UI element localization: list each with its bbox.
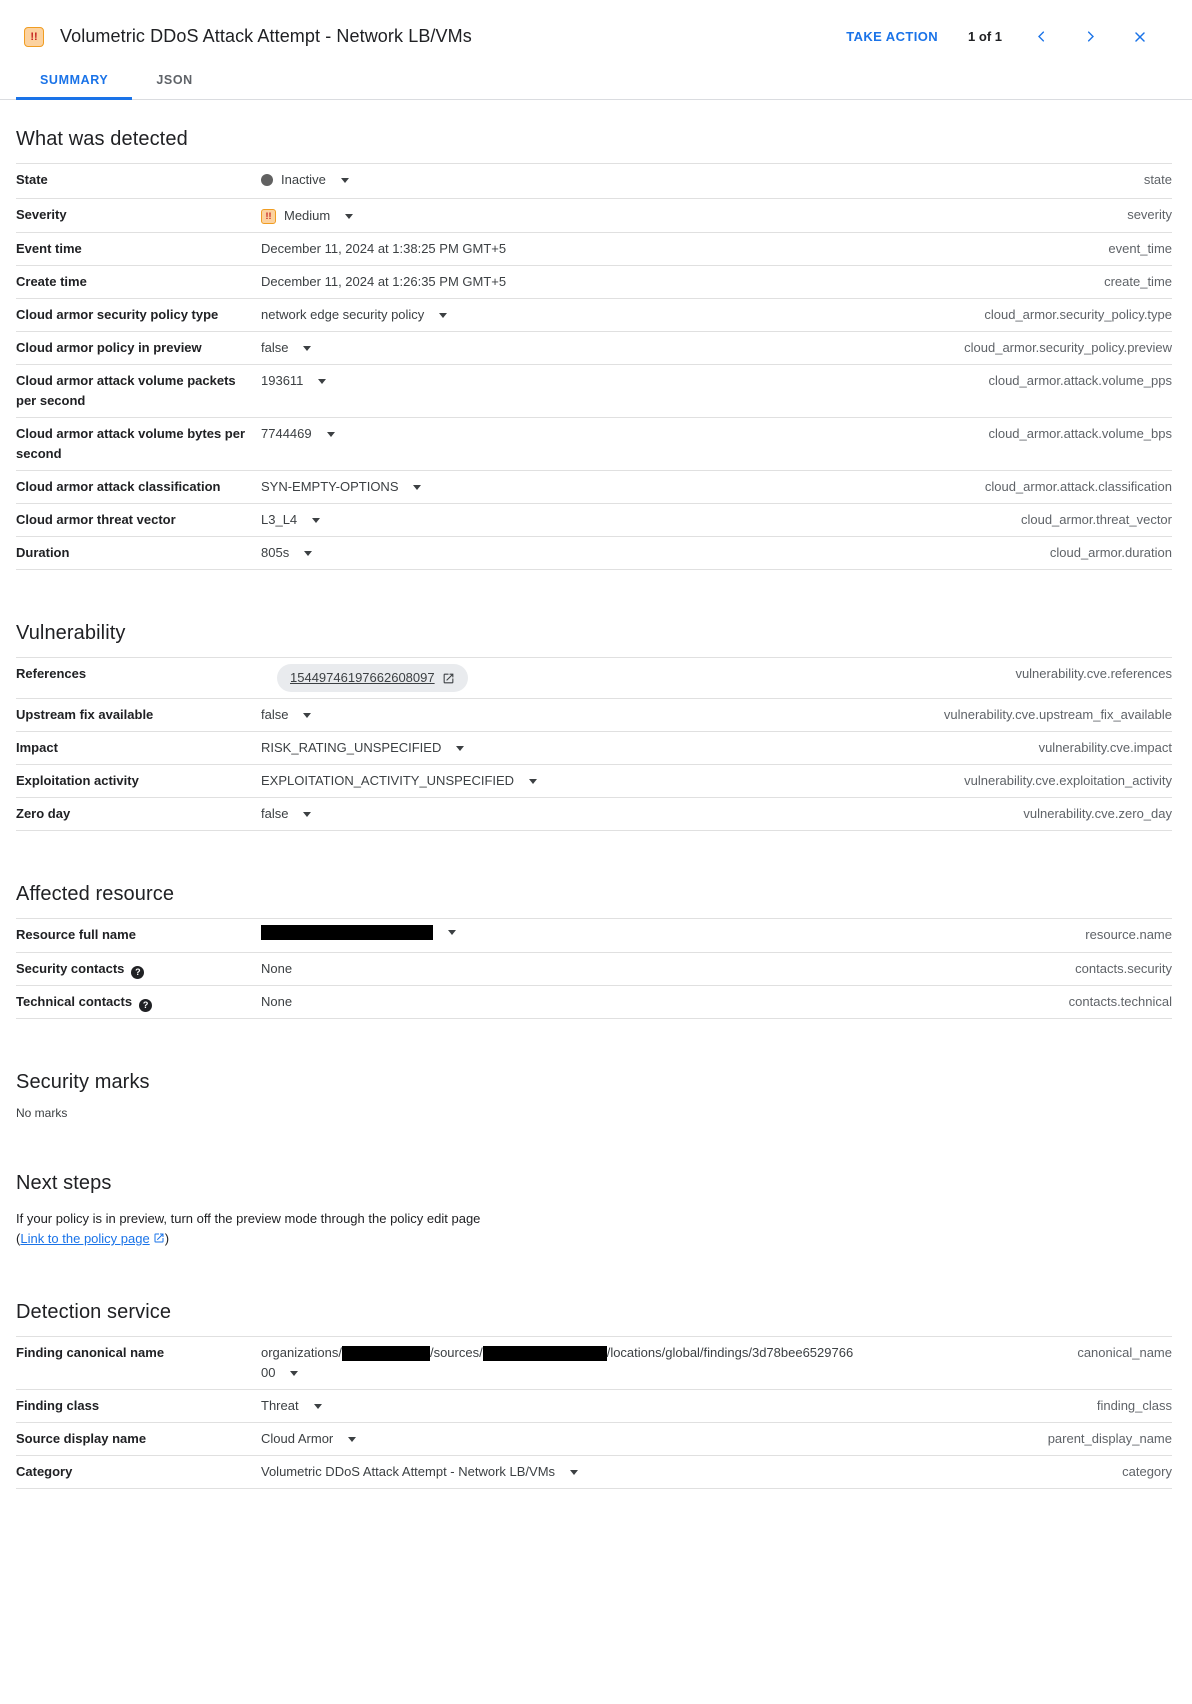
take-action-button[interactable]: TAKE ACTION xyxy=(846,29,939,44)
dropdown-arrow-icon xyxy=(448,930,456,935)
dropdown-arrow-icon xyxy=(304,551,312,556)
field-label-text: Category xyxy=(16,1464,73,1479)
field-label xyxy=(16,510,261,530)
dropdown-arrow-icon xyxy=(456,746,464,751)
field-table xyxy=(16,918,1172,1019)
dropdown-arrow-icon xyxy=(312,518,320,523)
chevron-left-icon xyxy=(1034,29,1049,44)
tab-summary[interactable]: SUMMARY xyxy=(16,59,132,100)
field-key: contacts.technical xyxy=(1068,994,1172,1009)
field-row xyxy=(16,266,1172,299)
field-value-text: None xyxy=(261,994,293,1009)
field-row xyxy=(16,1337,1172,1390)
help-icon[interactable]: ? xyxy=(131,966,144,979)
field-value-text: SYN-EMPTY-OPTIONS xyxy=(261,479,399,494)
field-row xyxy=(16,798,1172,831)
field-row xyxy=(16,1456,1172,1489)
help-icon[interactable]: ? xyxy=(139,999,152,1012)
chevron-right-icon xyxy=(1083,29,1098,44)
section-next-steps xyxy=(16,1172,1172,1249)
dropdown-arrow-icon xyxy=(529,779,537,784)
value-dropdown[interactable] xyxy=(261,1429,356,1449)
field-row xyxy=(16,365,1172,418)
field-row xyxy=(16,699,1172,732)
dropdown-arrow-icon xyxy=(314,1404,322,1409)
field-value-text: false xyxy=(261,806,289,821)
field-label xyxy=(16,1396,261,1416)
field-value xyxy=(261,170,859,192)
field-value xyxy=(261,543,859,563)
field-label-text: Cloud armor attack volume packets per second xyxy=(16,373,236,408)
value-dropdown[interactable] xyxy=(261,206,353,226)
field-key: cloud_armor.duration xyxy=(1049,545,1172,560)
field-row xyxy=(16,658,1172,699)
field-value xyxy=(261,664,859,692)
no-marks-text: No marks xyxy=(16,1106,68,1120)
field-key: category xyxy=(1122,1464,1172,1479)
field-value xyxy=(261,338,859,358)
field-label xyxy=(16,1343,261,1363)
field-value-text: organizations/ xyxy=(261,1345,342,1360)
field-key: cloud_armor.attack.volume_bps xyxy=(988,426,1172,441)
field-row xyxy=(16,164,1172,199)
section-title: Affected resource xyxy=(16,883,175,905)
section-vulnerability xyxy=(16,622,1172,831)
field-key: parent_display_name xyxy=(1047,1431,1172,1446)
value-dropdown[interactable] xyxy=(261,705,311,725)
field-label-text: Cloud armor policy in preview xyxy=(16,340,202,355)
field-row xyxy=(16,471,1172,504)
finding-pagination: 1 of 1 xyxy=(968,29,1002,44)
field-row xyxy=(16,732,1172,765)
field-value xyxy=(261,771,859,791)
field-value xyxy=(261,992,859,1012)
field-value-text: EXPLOITATION_ACTIVITY_UNSPECIFIED xyxy=(261,773,515,788)
field-key: state xyxy=(1143,172,1172,187)
field-value xyxy=(261,1343,859,1383)
close-button[interactable] xyxy=(1130,27,1150,47)
field-key: event_time xyxy=(1108,241,1172,256)
value-dropdown[interactable] xyxy=(261,510,320,530)
dropdown-arrow-icon xyxy=(570,1470,578,1475)
dropdown-arrow-icon xyxy=(303,713,311,718)
field-key: vulnerability.cve.zero_day xyxy=(1023,806,1172,821)
field-value xyxy=(261,705,859,725)
redacted-value xyxy=(342,1346,430,1361)
field-label xyxy=(16,371,261,411)
field-label xyxy=(16,925,261,945)
field-label-text: Cloud armor attack classification xyxy=(16,479,221,494)
section-security-marks xyxy=(16,1071,1172,1120)
field-key: vulnerability.cve.impact xyxy=(1038,740,1172,755)
field-label-text: Cloud armor threat vector xyxy=(16,512,176,527)
field-label-text: Source display name xyxy=(16,1431,147,1446)
field-value-text: network edge security policy xyxy=(261,307,425,322)
field-value-text: 193611 xyxy=(261,373,304,388)
field-value xyxy=(261,371,859,391)
field-value xyxy=(261,1462,859,1482)
header-actions xyxy=(846,27,1150,47)
field-value xyxy=(261,510,859,530)
section-title: Vulnerability xyxy=(16,622,126,644)
section-affected-resource xyxy=(16,883,1172,1019)
dropdown-arrow-icon xyxy=(348,1437,356,1442)
close-icon xyxy=(1132,29,1148,45)
field-value xyxy=(261,239,859,259)
value-dropdown[interactable] xyxy=(261,338,311,358)
field-row xyxy=(16,986,1172,1019)
section-title: Detection service xyxy=(16,1301,172,1323)
value-dropdown[interactable] xyxy=(261,543,312,563)
field-row xyxy=(16,418,1172,471)
field-label xyxy=(16,543,261,563)
field-label xyxy=(16,1462,261,1482)
field-row xyxy=(16,919,1172,953)
field-key: vulnerability.cve.references xyxy=(1015,666,1172,681)
field-key: create_time xyxy=(1104,274,1172,289)
field-table xyxy=(16,163,1172,570)
field-value-text: Cloud Armor xyxy=(261,1431,334,1446)
field-label-text: State xyxy=(16,172,48,187)
field-value-text: 805s xyxy=(261,545,290,560)
field-value-text: Threat xyxy=(261,1398,299,1413)
reference-id: 15449746197662608097 xyxy=(290,670,435,685)
field-value-text: /sources/ xyxy=(429,1345,483,1360)
field-value-text: None xyxy=(261,961,293,976)
field-label-text: Zero day xyxy=(16,806,71,821)
field-value-text: 7744469 xyxy=(261,426,312,441)
dropdown-arrow-icon xyxy=(345,214,353,219)
dropdown-arrow-icon xyxy=(413,485,421,490)
field-value xyxy=(261,925,859,946)
field-label xyxy=(16,664,261,684)
value-dropdown[interactable] xyxy=(261,170,349,190)
dropdown-arrow-icon xyxy=(303,812,311,817)
field-value-text: Volumetric DDoS Attack Attempt - Network LB/VMs xyxy=(261,1464,556,1479)
field-label-text: Severity xyxy=(16,207,67,222)
external-link-icon xyxy=(442,672,455,685)
field-key: vulnerability.cve.upstream_fix_available xyxy=(943,707,1172,722)
section-what-was-detected xyxy=(16,128,1172,570)
field-label xyxy=(16,305,261,325)
field-label xyxy=(16,477,261,497)
next-steps-text xyxy=(16,1209,490,1249)
finding-header xyxy=(0,0,1192,59)
field-row xyxy=(16,1390,1172,1423)
value-dropdown[interactable] xyxy=(261,477,421,497)
field-value-text: false xyxy=(261,707,289,722)
field-label-text: Upstream fix available xyxy=(16,707,154,722)
field-value xyxy=(261,477,859,497)
field-label xyxy=(16,959,261,979)
field-label xyxy=(16,705,261,725)
field-label-text: Resource full name xyxy=(16,927,136,942)
state-inactive-icon xyxy=(261,174,273,186)
field-label-text: Cloud armor attack volume bytes per second xyxy=(16,426,246,461)
section-title: Next steps xyxy=(16,1172,112,1194)
field-value-text: RISK_RATING_UNSPECIFIED xyxy=(261,740,442,755)
dropdown-arrow-icon xyxy=(290,1371,298,1376)
value-dropdown[interactable] xyxy=(261,925,456,940)
field-label-text: Exploitation activity xyxy=(16,773,139,788)
field-key: cloud_armor.threat_vector xyxy=(1020,512,1172,527)
field-row xyxy=(16,504,1172,537)
field-label-text: Create time xyxy=(16,274,87,289)
reference-chip[interactable] xyxy=(277,664,468,692)
value-dropdown[interactable] xyxy=(261,424,335,444)
policy-page-link-text: Link to the policy page xyxy=(20,1231,150,1246)
field-key: cloud_armor.attack.classification xyxy=(984,479,1172,494)
field-label xyxy=(16,1429,261,1449)
redacted-value xyxy=(261,925,433,940)
field-value-text: December 11, 2024 at 1:26:35 PM GMT+5 xyxy=(261,274,507,289)
field-table xyxy=(16,657,1172,831)
field-label xyxy=(16,424,261,464)
field-value xyxy=(261,959,859,979)
field-key: contacts.security xyxy=(1075,961,1172,976)
field-key: cloud_armor.security_policy.preview xyxy=(964,340,1172,355)
field-label xyxy=(16,992,261,1012)
section-detection-service xyxy=(16,1301,1172,1489)
dropdown-arrow-icon xyxy=(327,432,335,437)
field-value-text: December 11, 2024 at 1:38:25 PM GMT+5 xyxy=(261,241,507,256)
field-label-text: Finding class xyxy=(16,1398,100,1413)
field-value xyxy=(261,1396,859,1416)
value-dropdown[interactable] xyxy=(261,1396,322,1416)
field-label-text: Event time xyxy=(16,241,82,256)
tab-bar xyxy=(0,59,1192,100)
summary-panel xyxy=(0,128,1192,1549)
field-row xyxy=(16,199,1172,233)
field-value xyxy=(261,305,859,325)
page-title: Volumetric DDoS Attack Attempt - Network LB/VMs xyxy=(60,26,472,46)
value-dropdown[interactable] xyxy=(261,1345,853,1380)
value-dropdown[interactable] xyxy=(261,1462,578,1482)
field-row xyxy=(16,953,1172,986)
dropdown-arrow-icon xyxy=(341,178,349,183)
field-label-text: Cloud armor security policy type xyxy=(16,307,219,322)
medium-severity-icon: !! xyxy=(261,209,276,224)
field-label-text: Impact xyxy=(16,740,58,755)
value-dropdown[interactable] xyxy=(261,305,447,325)
field-value xyxy=(261,738,859,758)
field-label xyxy=(16,205,261,225)
field-row xyxy=(16,537,1172,570)
dropdown-arrow-icon xyxy=(439,313,447,318)
next-steps-text-after: ) xyxy=(164,1231,170,1246)
field-value-text: Inactive xyxy=(281,172,326,187)
field-value xyxy=(261,205,859,226)
field-key: finding_class xyxy=(1096,1398,1172,1413)
tab-json[interactable]: JSON xyxy=(156,73,193,87)
field-row xyxy=(16,332,1172,365)
field-label-text: Duration xyxy=(16,545,70,560)
field-value-text: /locations/global/findings/3d78bee652976600 xyxy=(261,1345,854,1380)
next-finding-button[interactable] xyxy=(1081,27,1100,46)
field-key: cloud_armor.attack.volume_pps xyxy=(988,373,1172,388)
field-row xyxy=(16,233,1172,266)
field-label-text: References xyxy=(16,666,87,681)
field-label-text: Security contacts xyxy=(16,961,125,976)
next-steps-text-before: If your policy is in preview, turn off the preview mode through the policy edit page ( xyxy=(16,1211,481,1246)
value-dropdown[interactable] xyxy=(261,771,537,791)
field-label xyxy=(16,338,261,358)
field-key: canonical_name xyxy=(1077,1345,1172,1360)
field-value xyxy=(261,804,859,824)
field-value-text: Medium xyxy=(284,208,331,223)
field-label-text: Technical contacts xyxy=(16,994,133,1009)
section-title: What was detected xyxy=(16,128,188,150)
field-value-text: false xyxy=(261,340,289,355)
field-label xyxy=(16,272,261,292)
field-label xyxy=(16,170,261,190)
field-value xyxy=(261,272,859,292)
field-key: severity xyxy=(1127,207,1172,222)
field-label xyxy=(16,771,261,791)
field-label xyxy=(16,804,261,824)
redacted-value xyxy=(483,1346,607,1361)
field-key: resource.name xyxy=(1085,927,1172,942)
field-value-text: L3_L4 xyxy=(261,512,298,527)
policy-page-link[interactable] xyxy=(20,1231,164,1246)
value-dropdown[interactable] xyxy=(261,804,311,824)
field-row xyxy=(16,1423,1172,1456)
external-link-icon xyxy=(153,1232,165,1244)
dropdown-arrow-icon xyxy=(318,379,326,384)
field-table xyxy=(16,1336,1172,1489)
field-value xyxy=(261,1429,859,1449)
medium-severity-icon: !! xyxy=(24,27,44,47)
field-label xyxy=(16,239,261,259)
field-row xyxy=(16,299,1172,332)
field-label-text: Finding canonical name xyxy=(16,1345,165,1360)
section-title: Security marks xyxy=(16,1071,150,1093)
field-row xyxy=(16,765,1172,798)
dropdown-arrow-icon xyxy=(303,346,311,351)
value-dropdown[interactable] xyxy=(261,738,464,758)
value-dropdown[interactable] xyxy=(261,371,326,391)
field-key: cloud_armor.security_policy.type xyxy=(984,307,1172,322)
field-key: vulnerability.cve.exploitation_activity xyxy=(964,773,1172,788)
field-label xyxy=(16,738,261,758)
field-value xyxy=(261,424,859,444)
previous-finding-button[interactable] xyxy=(1032,27,1051,46)
